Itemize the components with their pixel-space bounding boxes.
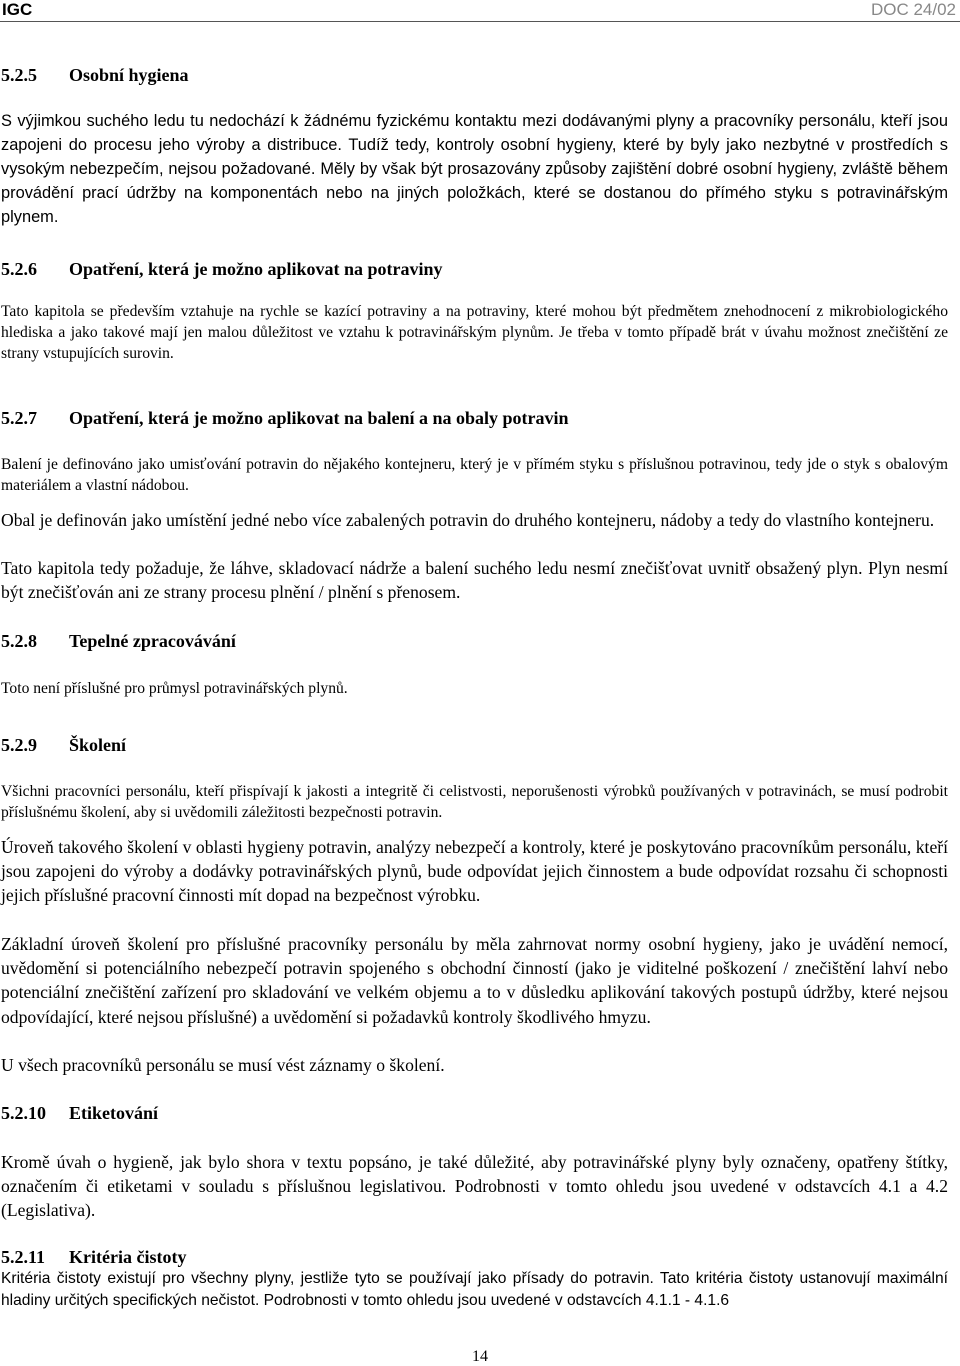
- paragraph-5-2-7-b: Obal je definován jako umístění jedné nebo více zabalených potravin do druhého kontejneru, nádoby a tedy do vlastního kontejneru.: [1, 510, 935, 530]
- paragraph-5-2-5: S výjimkou suchého ledu tu nedochází k žádnému fyzickému kontaktu mezi dodávanými plyny a pracovníky personálu, kteří jsou zapojeni do procesu jeho výroby a distribuce. Tudíž tedy, kontroly osobní hygieny, které by byly jako nezbytné v prostředích s vysokým nebezpečím, nejsou požadované. Měly by však být prosazovány způsoby zajištění dobré osobní hygieny, zvláště během provádění prací údržby na komponentách nebo na jiných položkách, které se dostanou do přímého styku s potravinářským plynem.: [1, 112, 948, 226]
- paragraph-5-2-9-b: Úroveň takového školení v oblasti hygieny potravin, analýzy nebezpečí a kontroly, které je poskytováno pracovníkům personálu, kteří jsou zapojeni do výroby a dodávky potravinářských plynů, bude odpovídat jejich činnostem a bude odpovídat rozsahu či schopnosti jejich příslušné pracovní činnosti mít dopad na bezpečnost výrobku.: [1, 837, 948, 906]
- paragraph-5-2-7-c: Tato kapitola tedy požaduje, že láhve, skladovací nádrže a balení suchého ledu nesmí znečišťovat uvnitř obsažený plyn. Plyn nesmí být znečišťován ani ze strany procesu plnění / plnění s přenosem.: [1, 558, 948, 603]
- paragraph-5-2-6: Tato kapitola se především vztahuje na rychle se kazící potraviny a na potraviny, které mohou být předmětem znehodnocení z mikrobiologického hlediska a jako takové mají jen malou důležitost ve vztahu k potravinářským plynům. Je třeba v tomto případě brát v úvahu možnost znečištění ze strany vstupujících surovin.: [1, 303, 948, 362]
- paragraph-5-2-7-a: Balení je definováno jako umisťování potravin do nějakého kontejneru, který je v přímém styku s příslušnou potravinou, tedy jde o styk s obalovým materiálem a vlastní nádobou.: [1, 456, 948, 494]
- paragraph-5-2-8: Toto není příslušné pro průmysl potravinářských plynů.: [1, 680, 348, 697]
- section-heading-5-2-8: 5.2.8 Tepelné zpracovávání: [1, 631, 236, 651]
- section-heading-5-2-7: 5.2.7 Opatření, která je možno aplikovat na balení a na obaly potravin: [1, 408, 569, 428]
- section-heading-5-2-9: 5.2.9 Školení: [1, 735, 127, 755]
- paragraph-5-2-9-d: U všech pracovníků personálu se musí vést záznamy o školení.: [1, 1055, 445, 1075]
- paragraph-5-2-9-a: Všichni pracovníci personálu, kteří přispívají k jakosti a integritě či celistvosti, neporušenosti výrobků používaných v potravinách, se musí podrobit příslušnému školení, aby si uvědomili záležitosti bezpečnosti potravin.: [1, 783, 948, 821]
- header-doc-id: DOC 24/02: [870, 0, 956, 19]
- section-heading-5-2-11: 5.2.11 Kritéria čistoty: [1, 1247, 187, 1267]
- section-heading-5-2-10: 5.2.10 Etiketování: [1, 1103, 159, 1123]
- paragraph-5-2-10: Kromě úvah o hygieně, jak bylo shora v textu popsáno, je také důležité, aby potravinářské plyny byly označeny, opatřeny štítky, označením či etiketami v souladu s příslušnou legislativou. Podrobnosti v tomto ohledu jsou uvedené v odstavcích 4.1 a 4.2 (Legislativa).: [1, 1152, 948, 1221]
- page-number: 14: [472, 1348, 488, 1365]
- paragraph-5-2-9-c: Základní úroveň školení pro příslušné pracovníky personálu by měla zahrnovat normy osobní hygieny, jako je uvádění nemocí, uvědomění si potenciálního nebezpečí potravin spojeného s obchodní činností (jako je viditelné poškození / znečištění lahví nebo potenciální znečištění zařízení pro skladování ve velkém objemu a to v důsledku aplikování takových postupů údržby, které nejsou odpovídající, které nejsou příslušné) a uvědomění si požadavků kontroly škodlivého hmyzu.: [1, 934, 948, 1027]
- section-heading-5-2-6: 5.2.6 Opatření, která je možno aplikovat na potraviny: [1, 259, 443, 279]
- section-heading-5-2-5: 5.2.5 Osobní hygiena: [1, 65, 189, 85]
- header-org: IGC: [2, 0, 33, 19]
- paragraph-5-2-11: Kritéria čistoty existují pro všechny plyny, jestliže tyto se používají jako přísady do potravin. Tato kritéria čistoty ustanovují maximální hladiny určitých specifických nečistot. Podrobnosti v tomto ohledu jsou uvedené v odstavcích 4.1.1 - 4.1.6: [1, 1270, 948, 1309]
